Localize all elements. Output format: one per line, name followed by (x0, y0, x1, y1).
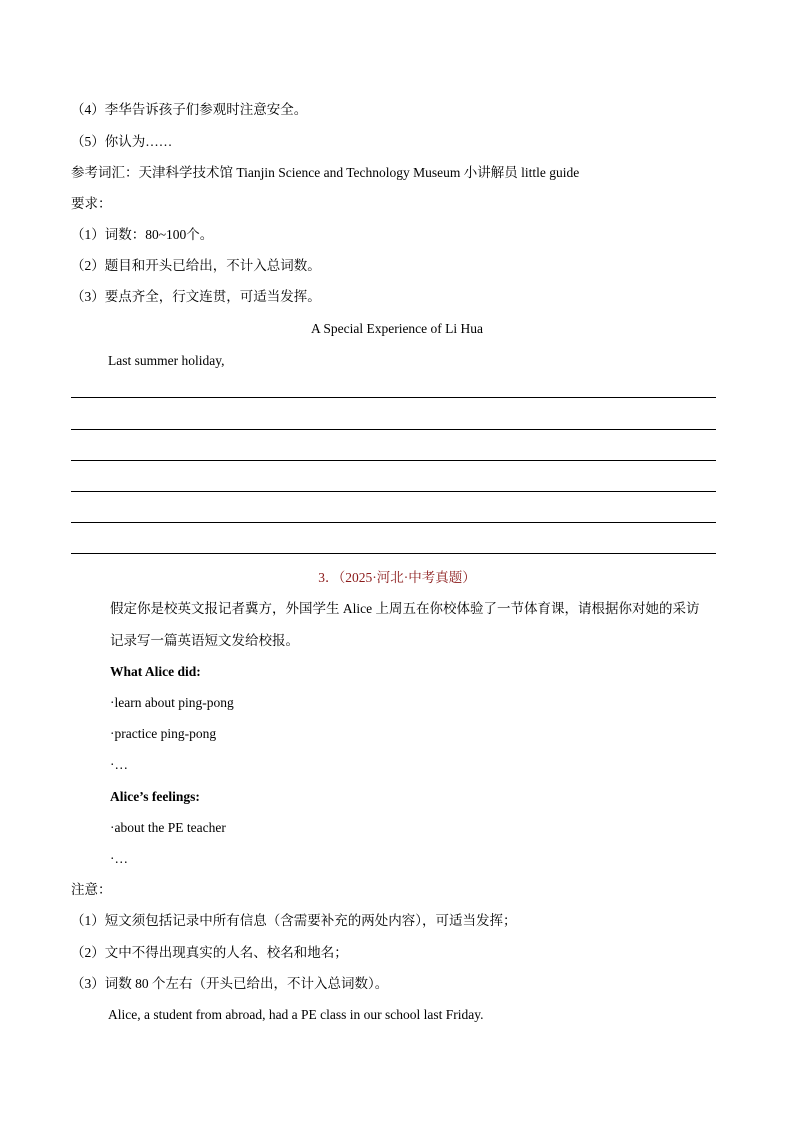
prompt-line-1: 假定你是校英文报记者冀方，外国学生 Alice 上周五在你校体验了一节体育课，请根据你对她的采访 (110, 601, 700, 616)
feeling-item-2: ·… (110, 851, 128, 866)
what-item-1: ·learn about ping-pong (110, 695, 234, 710)
note-3: （3）词数 80 个左右（开头已给出，不计入总词数）。 (71, 976, 389, 991)
requirement-1: （1）词数：80~100个。 (71, 227, 214, 242)
writing-line-4[interactable] (71, 491, 716, 492)
question-3-heading: 3．（2025·河北·中考真题） (318, 570, 476, 585)
item-4: （4）李华告诉孩子们参观时注意安全。 (71, 102, 308, 117)
essay-opening: Last summer holiday, (108, 353, 225, 368)
requirements-label: 要求： (71, 196, 112, 211)
feeling-item-1: ·about the PE teacher (110, 820, 226, 835)
essay-title: A Special Experience of Li Hua (310, 321, 484, 336)
note-2: （2）文中不得出现真实的人名、校名和地名； (71, 945, 348, 960)
requirement-2: （2）题目和开头已给出，不计入总词数。 (71, 258, 321, 273)
alice-feelings-label: Alice’s feelings: (110, 789, 200, 804)
vocabulary-reference: 参考词汇：天津科学技术馆 Tianjin Science and Technology Museum 小讲解员 little guide (71, 165, 580, 180)
writing-line-6[interactable] (71, 553, 716, 554)
writing-line-3[interactable] (71, 460, 716, 461)
note-1: （1）短文须包括记录中所有信息（含需要补充的两处内容），可适当发挥； (71, 913, 517, 928)
writing-line-1[interactable] (71, 397, 716, 398)
what-item-2: ·practice ping-pong (110, 726, 217, 741)
writing-line-5[interactable] (71, 522, 716, 523)
what-alice-did-label: What Alice did: (110, 664, 201, 679)
writing-line-2[interactable] (71, 429, 716, 430)
item-5: （5）你认为…… (71, 134, 173, 149)
note-label: 注意： (71, 882, 112, 897)
prompt-line-2: 记录写一篇英语短文发给校报。 (110, 633, 299, 648)
requirement-3: （3）要点齐全，行文连贯，可适当发挥。 (71, 289, 321, 304)
what-item-3: ·… (110, 757, 128, 772)
essay-opening-2: Alice, a student from abroad, had a PE class in our school last Friday. (108, 1007, 484, 1022)
